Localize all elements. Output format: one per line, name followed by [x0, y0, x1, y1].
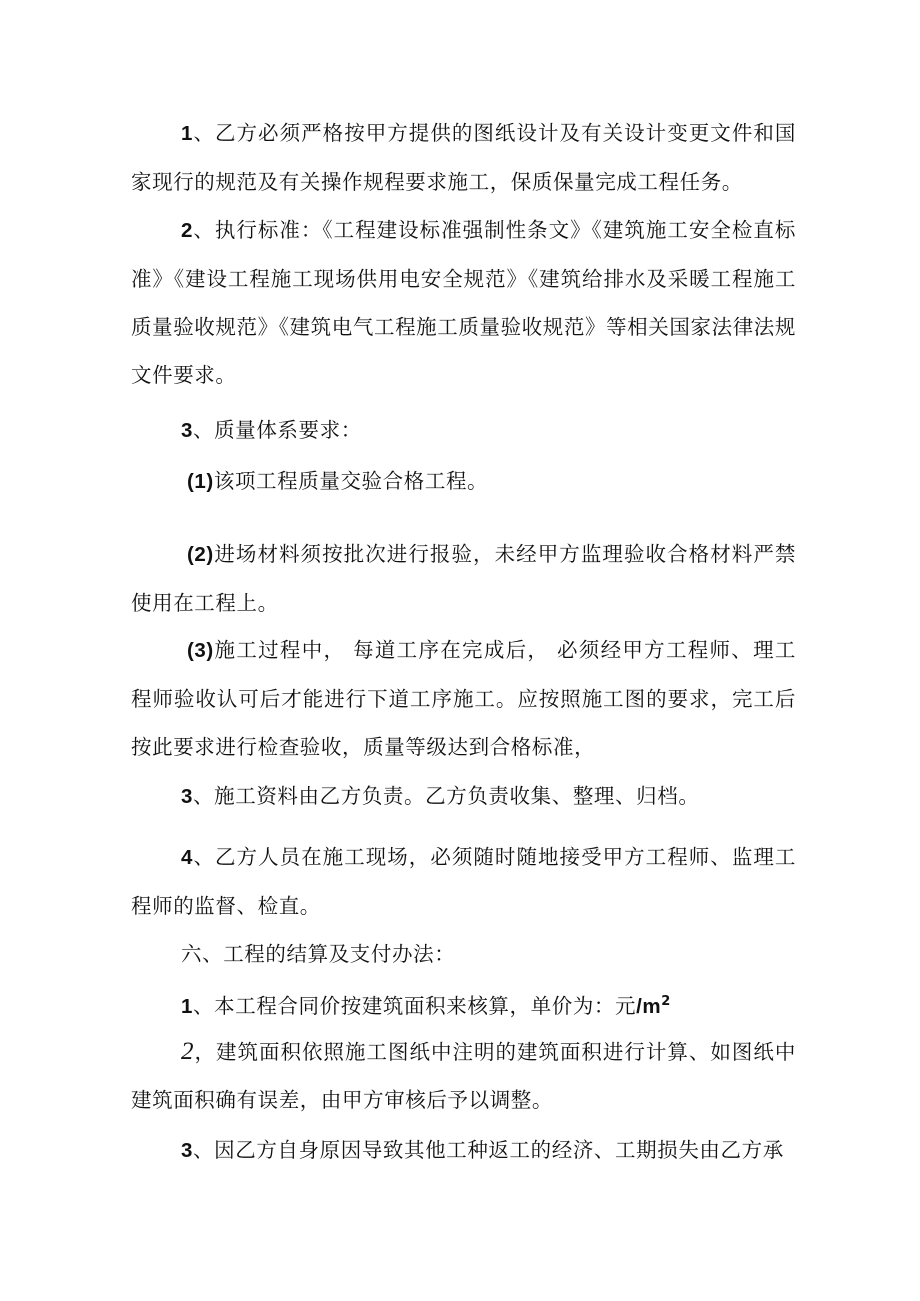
paragraph-3-3 [131, 626, 796, 771]
item-number: 1 [181, 122, 194, 145]
paragraph-5 [131, 833, 796, 930]
item-number: (2) [187, 543, 214, 566]
unit-superscript: 2 [661, 994, 671, 1009]
paragraph-text: 、质量体系要求： [193, 418, 362, 442]
paragraph-text: 进场材料须按批次进行报验，未经甲方监理验收合格材料严禁使用在工程上。 [131, 542, 796, 615]
section-heading [131, 930, 796, 978]
item-number: 2 [181, 1038, 195, 1065]
item-number: 3 [181, 785, 194, 808]
paragraph-4 [131, 772, 796, 821]
paragraph-text: ，建筑面积依照施工图纸中注明的建筑面积进行计算、如图纸中建筑面积确有误差，由甲方审核后予以调整。 [131, 1040, 796, 1112]
item-number: 3 [181, 1139, 194, 1162]
item-number: (1) [187, 470, 214, 493]
item-number: 1 [181, 994, 194, 1018]
item-number: 4 [181, 846, 194, 869]
paragraph-text: 施工过程中， 每道工序在完成后， 必须经甲方工程师、理工程师验收认可后才能进行下道工序施工。应按照施工图的要求，完工后按此要求进行检查验收，质量等级达到合格标准， [131, 638, 796, 759]
item-number: 2 [181, 219, 194, 242]
item-number: 3 [181, 419, 194, 442]
paragraph-1 [131, 109, 796, 206]
paragraph-text: 、因乙方自身原因导致其他工种返工的经济、工期损失由乙方承 [193, 1138, 784, 1162]
paragraph-6-2 [131, 1028, 796, 1124]
section-title: 六、工程的结算及支付办法： [181, 942, 456, 966]
paragraph-text: 、本工程合同价按建筑面积来核算，单价为：元 [193, 993, 637, 1018]
paragraph-text: 、乙方必须严格按甲方提供的图纸设计及有关设计变更文件和国家现行的规范及有关操作规程要求施工，保质保量完成工程任务。 [131, 121, 796, 194]
paragraph-3 [131, 406, 796, 455]
paragraph-3-2 [131, 530, 796, 627]
unit-text: /m [636, 994, 662, 1018]
paragraph-3-1 [131, 457, 796, 506]
paragraph-6-3 [131, 1126, 796, 1175]
paragraph-text: 、乙方人员在施工现场，必须随时随地接受甲方工程师、监理工程师的监督、检直。 [131, 845, 796, 918]
paragraph-text: 、施工资料由乙方负责。乙方负责收集、整理、归档。 [193, 784, 700, 808]
paragraph-2 [131, 206, 796, 399]
paragraph-text: 、执行标准：《工程建设标准强制性条文》《建筑施工安全检直标准》《建设工程施工现场供用电安全规范》《建筑给排水及采暖工程施工质量验收规范》《建筑电气工程施工质量验收规范》等相关国家法律法规文件要求。 [131, 218, 796, 387]
paragraph-6-1 [131, 978, 796, 1031]
paragraph-text: 该项工程质量交验合格工程。 [213, 469, 489, 493]
item-number: (3) [187, 639, 214, 662]
